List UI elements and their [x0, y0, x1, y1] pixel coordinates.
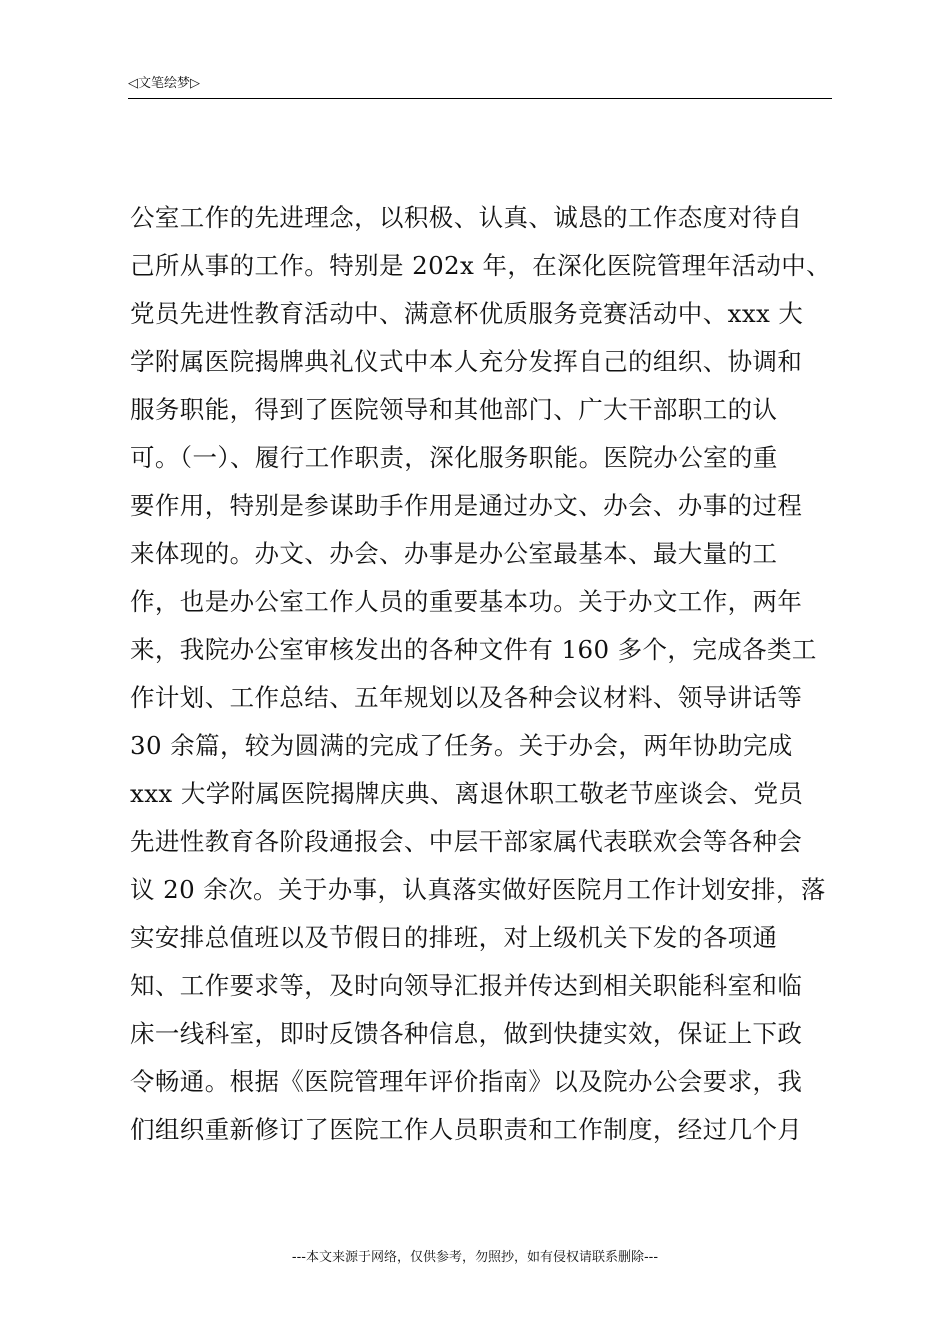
body-line: 床一线科室，即时反馈各种信息，做到快捷实效，保证上下政: [130, 1019, 803, 1048]
page-header: [128, 74, 832, 99]
body-line: 先进性教育各阶段通报会、中层干部家属代表联欢会等各种会: [130, 827, 803, 856]
body-line: 己所从事的工作。特别是 202x 年，在深化医院管理年活动中、: [130, 251, 832, 280]
body-line: 令畅通。根据《医院管理年评价指南》以及院办公会要求，我: [130, 1067, 803, 1096]
body-line: 实安排总值班以及节假日的排班，对上级机关下发的各项通: [130, 923, 778, 952]
body-line: 30 余篇，较为圆满的完成了任务。关于办会，两年协助完成: [130, 731, 793, 760]
body-line: 来体现的。办文、办会、办事是办公室最基本、最大量的工: [130, 539, 778, 568]
header-title: ◁文笔绘梦▷: [128, 76, 200, 91]
document-body: [130, 194, 840, 1154]
body-line: 们组织重新修订了医院工作人员职责和工作制度，经过几个月: [130, 1115, 803, 1144]
body-line: 服务职能，得到了医院领导和其他部门、广大干部职工的认: [130, 395, 778, 424]
body-line: 作计划、工作总结、五年规划以及各种会议材料、领导讲话等: [130, 683, 803, 712]
body-line: 作，也是办公室工作人员的重要基本功。关于办文工作，两年: [130, 587, 803, 616]
body-line: 要作用，特别是参谋助手作用是通过办文、办会、办事的过程: [130, 491, 803, 520]
body-line: 来，我院办公室审核发出的各种文件有 160 多个，完成各类工: [130, 635, 817, 664]
body-line: xxx 大学附属医院揭牌庆典、离退休职工敬老节座谈会、党员: [130, 779, 804, 808]
body-line: 学附属医院揭牌典礼仪式中本人充分发挥自己的组织、协调和: [130, 347, 803, 376]
body-line: 可。（一）、履行工作职责，深化服务职能。医院办公室的重: [130, 443, 778, 472]
body-line: 公室工作的先进理念，以积极、认真、诚恳的工作态度对待自: [130, 203, 803, 232]
body-line: 知、工作要求等，及时向领导汇报并传达到相关职能科室和临: [130, 971, 803, 1000]
page-footer: ---本文来源于网络，仅供参考，勿照抄，如有侵权请联系删除---: [291, 1250, 659, 1265]
body-line: 党员先进性教育活动中、满意杯优质服务竞赛活动中、xxx 大: [130, 299, 804, 328]
body-line: 议 20 余次。关于办事，认真落实做好医院月工作计划安排，落: [130, 875, 826, 904]
